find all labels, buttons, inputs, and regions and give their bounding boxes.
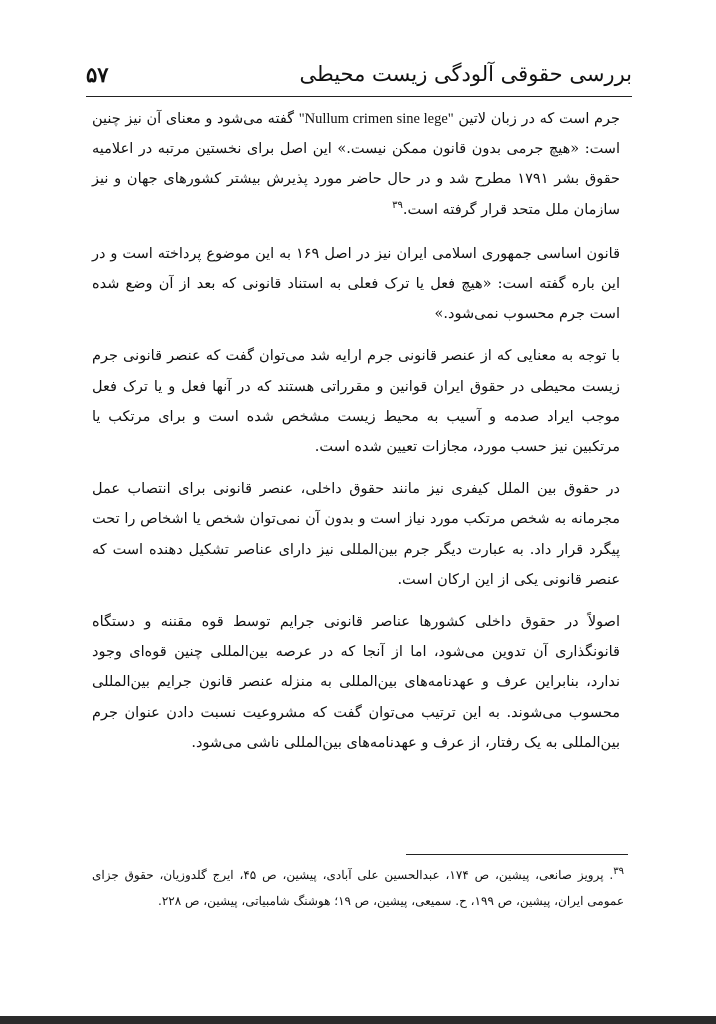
viewer-bottom-bar <box>0 1016 716 1024</box>
paragraph: قانون اساسی جمهوری اسلامی ایران نیز در اصل ۱۶۹ به این موضوع پرداخته است و در این باره گفته است: «هیچ فعل یا ترک فعلی به استناد قانونی که بعد از آن وضع شده است جرم محسوب نمی‌شود.» <box>92 245 620 323</box>
page-header <box>86 56 632 97</box>
footnote-number: ۳۹ <box>613 866 624 877</box>
paragraph: با توجه به معنایی که از عنصر قانونی جرم ارایه شد می‌توان گفت که عنصر قانونی جرم زیست محیطی در حقوق ایران قوانین و مقرراتی هستند که در آنها فعل و یا ترک فعل موجب ایراد صدمه و آسیب به محیط زیست مشخص شده است و برای مرتکب یا مرتکبین نیز حسب مورد، مجازات تعیین شده است. <box>92 348 620 456</box>
running-title: بررسی حقوقی آلودگی زیست محیطی <box>299 62 632 86</box>
latin-phrase: "Nullum crimen sine lege" <box>298 111 454 127</box>
paragraph: در حقوق بین الملل کیفری نیز مانند حقوق داخلی، عنصر قانونی برای انتصاب عمل مجرمانه به شخص مرتکب مورد نیاز است و بدون آن نمی‌توان شخص یا اشخاص را تحت پیگرد قرار داد. به عبارت دیگر جرم بین‌المللی نیز دارای عناصر تشکیل دهنده است که عنصر قانونی یکی از این ارکان است. <box>92 481 620 588</box>
footnote <box>92 862 624 914</box>
footnote-text: . پرویز صانعی، پیشین، ص ۱۷۴، عبدالحسین علی آبادی، پیشین، ص ۴۵، ایرج گلدوزیان، حقوق جزای عمومی ایران، پیشین، ص ۱۹۹، ح. سمیعی، پیشین، ص ۱۹؛ هوشنگ شامبیاتی، پیشین، ص ۲۲۸. <box>92 868 624 908</box>
body-text <box>92 104 620 770</box>
paragraph <box>92 104 620 225</box>
page-number: ۵۷ <box>86 62 109 87</box>
paragraph: اصولاً در حقوق داخلی کشورها عناصر قانونی جرایم توسط قوه مقننه و دستگاه قانونگذاری آن تدوین می‌شود، اما از آنجا که در عرصه بین‌المللی چنین قوه‌ای وجود ندارد، بنابراین عرف و عهدنامه‌های بین‌المللی به منزله عنصر قانون جرایم بین‌المللی محسوب می‌شوند. به این ترتیب می‌توان گفت که مشروعیت نسبت دادن عنوان جرم بین‌المللی به یک رفتار، از عرف و عهدنامه‌های بین‌المللی ناشی می‌شود. <box>92 614 620 751</box>
footnote-reference: ۳۹ <box>392 199 403 211</box>
footnote-separator <box>406 854 628 855</box>
paragraph-text: جرم است که در زبان لاتین <box>453 111 620 127</box>
paragraph-text: گفته می‌شود و معنای آن نیز چنین است: «هیچ جرمی بدون قانون ممکن نیست.» این اصل برای نخستین مرتبه در اعلامیه حقوق بشر ۱۷۹۱ مطرح شد و در حال حاضر مورد پذیرش بیشتر کشورهای جهان و نیز سازمان ملل متحد قرار گرفته است. <box>92 111 620 218</box>
